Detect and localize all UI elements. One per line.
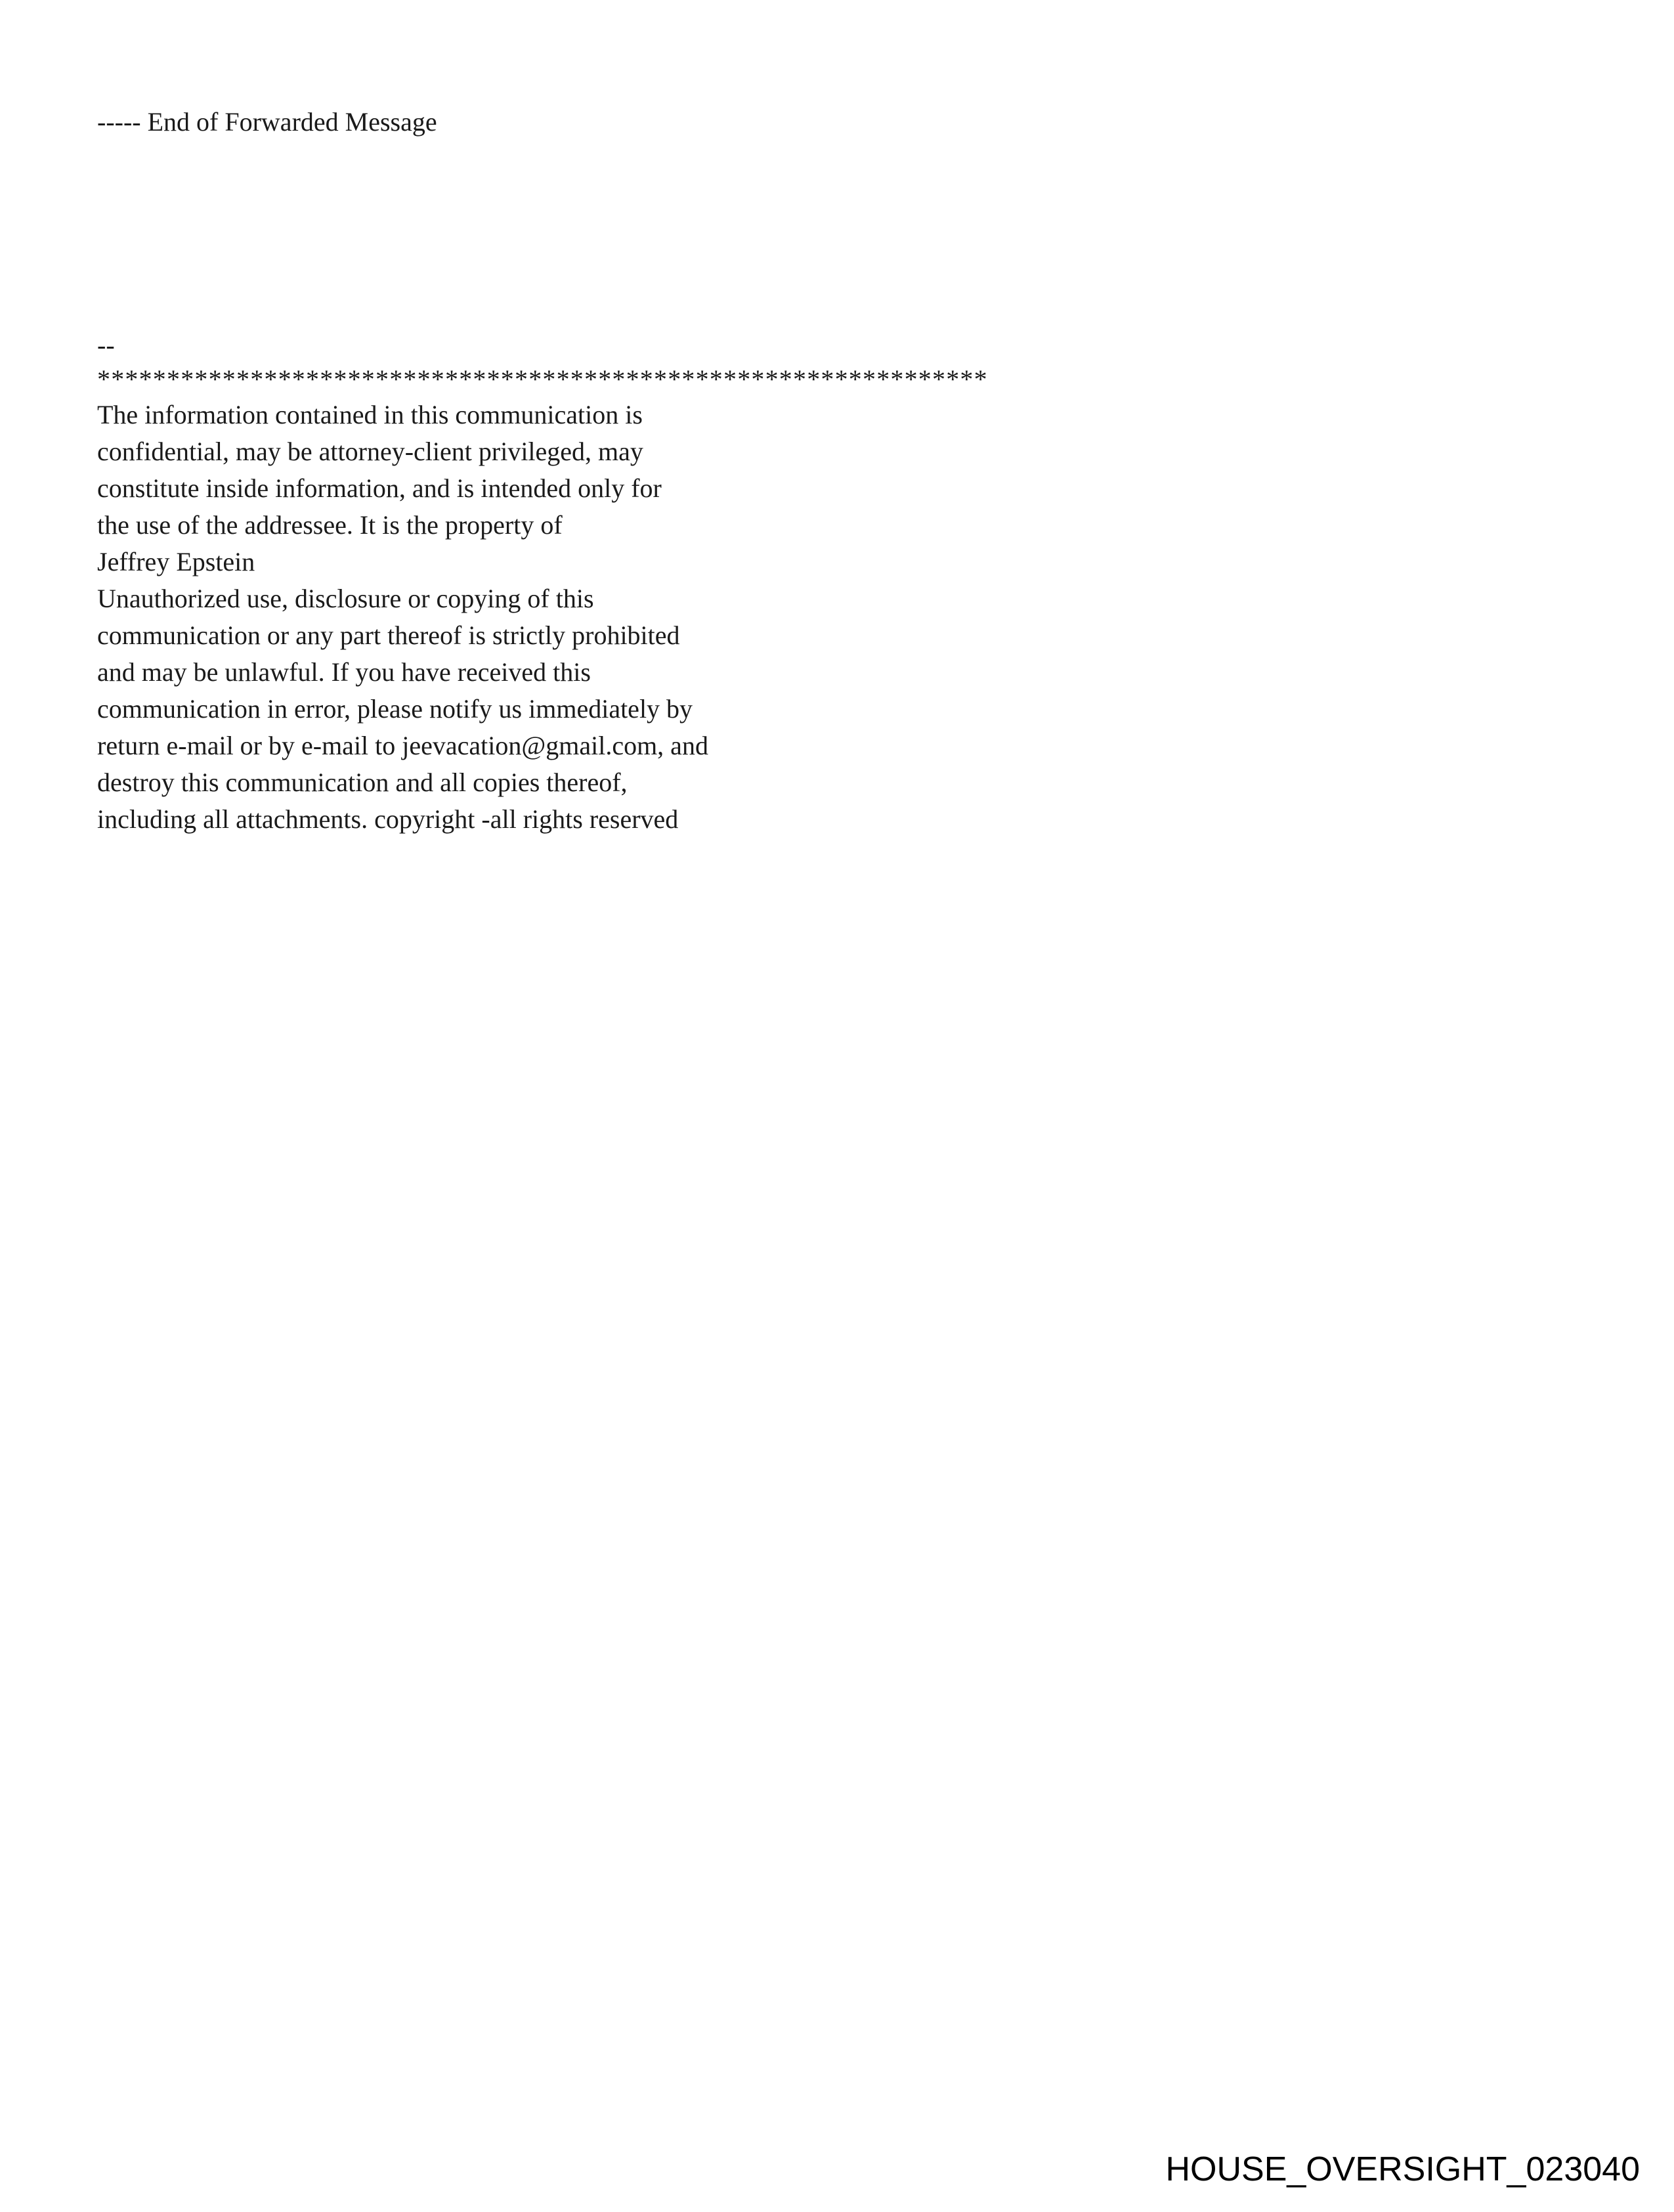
asterisk-divider: **************************************************************** <box>97 364 988 394</box>
disclaimer-line: including all attachments. copyright -all rights reserved <box>97 804 679 834</box>
forwarded-message-end-marker: ----- End of Forwarded Message <box>97 107 437 137</box>
disclaimer-line: and may be unlawful. If you have received this <box>97 657 591 687</box>
confidentiality-disclaimer <box>97 397 708 838</box>
disclaimer-line: destroy this communication and all copies thereof, <box>97 768 628 797</box>
disclaimer-line: Jeffrey Epstein <box>97 547 255 576</box>
signature-separator: -- <box>97 330 115 360</box>
disclaimer-line: The information contained in this communication is <box>97 400 643 429</box>
disclaimer-line: return e-mail or by e-mail to jeevacation@gmail.com, and <box>97 731 708 760</box>
disclaimer-line: communication or any part thereof is strictly prohibited <box>97 620 680 650</box>
disclaimer-line: constitute inside information, and is intended only for <box>97 473 662 503</box>
disclaimer-line: the use of the addressee. It is the property of <box>97 510 563 540</box>
disclaimer-line: communication in error, please notify us immediately by <box>97 694 693 724</box>
disclaimer-line: Unauthorized use, disclosure or copying of this <box>97 584 594 613</box>
bates-number: HOUSE_OVERSIGHT_023040 <box>1165 2150 1640 2188</box>
disclaimer-line: confidential, may be attorney-client privileged, may <box>97 437 643 466</box>
